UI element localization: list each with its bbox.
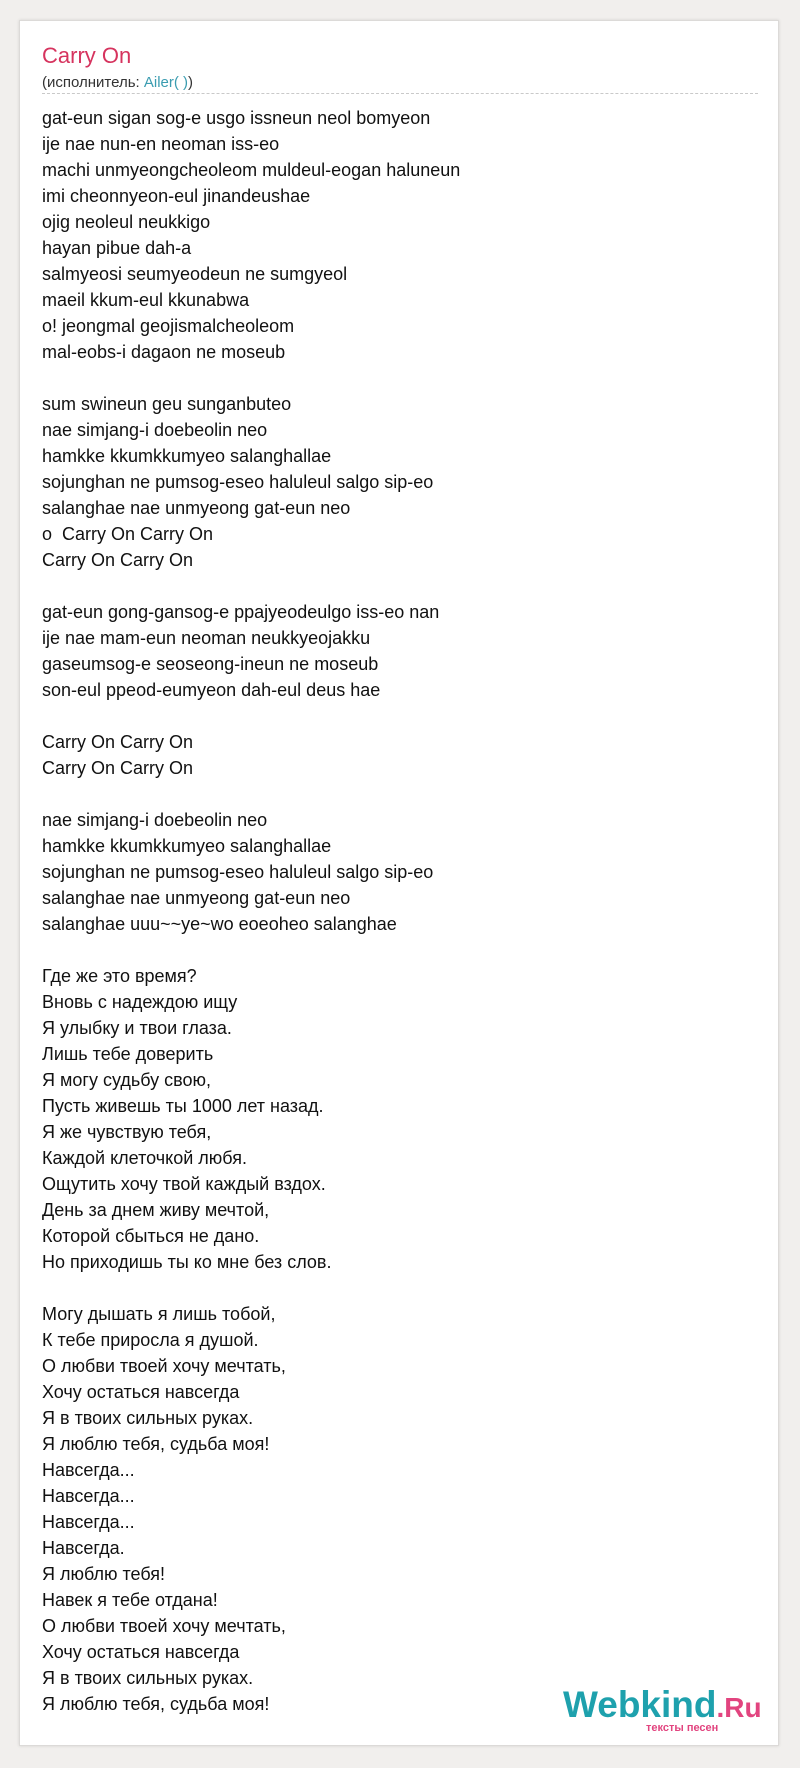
lyric-line: o! jeongmal geojismalcheoleom — [42, 316, 295, 336]
lyric-line: ije nae nun-en neoman iss-eo — [42, 134, 280, 154]
lyric-line: machi unmyeongcheoleom muldeul-eogan haluneun — [42, 160, 461, 180]
lyric-line: nae simjang-i doebeolin neo — [42, 810, 268, 830]
lyric-line: Ощутить хочу твой каждый вздох. — [42, 1174, 326, 1194]
lyrics-card — [19, 20, 779, 1746]
lyric-line: Вновь с надеждою ищу — [42, 992, 238, 1012]
lyric-line: o Carry On Carry On — [42, 524, 214, 544]
stanza-break — [42, 781, 460, 807]
lyric-line: salmyeosi seumyeodeun ne sumgyeol — [42, 264, 348, 284]
lyric-line: ije nae mam-eun neoman neukkyeojakku — [42, 628, 371, 648]
lyric-line: Лишь тебе доверить — [42, 1044, 214, 1064]
song-subtitle — [42, 74, 193, 92]
lyric-line: О любви твоей хочу мечтать, — [42, 1356, 286, 1376]
lyric-line: Хочу остаться навсегда — [42, 1642, 240, 1662]
lyric-line: К тебе приросла я душой. — [42, 1330, 259, 1350]
lyric-line: gaseumsog-e seoseong-ineun ne moseub — [42, 654, 379, 674]
lyric-line: Которой сбыться не дано. — [42, 1226, 260, 1246]
lyric-line: gat-eun sigan sog-e usgo issneun neol bomyeon — [42, 108, 431, 128]
lyric-line: Навсегда... — [42, 1460, 135, 1480]
lyric-line: sojunghan ne pumsog-eseo haluleul salgo sip-eo — [42, 472, 434, 492]
lyric-line: День за днем живу мечтой, — [42, 1200, 270, 1220]
artist-prefix: (исполнитель: — [42, 74, 144, 91]
stanza-break — [42, 703, 460, 729]
lyric-line: Где же это время? — [42, 966, 197, 986]
stanza-break — [42, 365, 460, 391]
lyric-line: Carry On Carry On — [42, 550, 194, 570]
lyric-line: hamkke kkumkkumyeo salanghallae — [42, 836, 332, 856]
lyric-line: Я в твоих сильных руках. — [42, 1668, 254, 1688]
stanza-break — [42, 1275, 460, 1301]
lyric-line: Я в твоих сильных руках. — [42, 1408, 254, 1428]
lyric-line: sum swineun geu sunganbuteo — [42, 394, 292, 414]
lyric-line: gat-eun gong-gansog-e ppajyeodeulgo iss-eo nan — [42, 602, 440, 622]
lyric-line: Могу дышать я лишь тобой, — [42, 1304, 276, 1324]
lyric-line: salanghae nae unmyeong gat-eun neo — [42, 888, 351, 908]
lyric-line: Навсегда... — [42, 1512, 135, 1532]
title-divider — [42, 93, 758, 94]
lyric-line: hamkke kkumkkumyeo salanghallae — [42, 446, 332, 466]
lyric-line: salanghae uuu~~ye~wo eoeoheo salanghae — [42, 914, 397, 934]
lyric-line: Я люблю тебя, судьба моя! — [42, 1694, 270, 1714]
stanza-break — [42, 573, 460, 599]
lyric-line: Хочу остаться навсегда — [42, 1382, 240, 1402]
lyric-line: Каждой клеточкой любя. — [42, 1148, 247, 1168]
lyric-line: son-eul ppeod-eumyeon dah-eul deus hae — [42, 680, 381, 700]
lyric-line: Навсегда. — [42, 1538, 125, 1558]
lyric-line: Навек я тебе отдана! — [42, 1590, 218, 1610]
lyric-line: Carry On Carry On — [42, 732, 194, 752]
artist-link[interactable]: Ailer( ) — [143, 74, 189, 91]
lyric-line: Пусть живешь ты 1000 лет назад. — [42, 1096, 324, 1116]
lyric-line: salanghae nae unmyeong gat-eun neo — [42, 498, 351, 518]
lyric-line: Я люблю тебя, судьба моя! — [42, 1434, 270, 1454]
logo-brand: Webkind — [563, 1684, 717, 1725]
lyric-line: sojunghan ne pumsog-eseo haluleul salgo sip-eo — [42, 862, 434, 882]
stanza-break — [42, 937, 460, 963]
artist-suffix: ) — [188, 74, 194, 91]
lyric-line: Но приходишь ты ко мне без слов. — [42, 1252, 332, 1272]
lyric-line: Carry On Carry On — [42, 758, 194, 778]
lyrics-text — [42, 105, 460, 1717]
lyric-line: Я могу судьбу свою, — [42, 1070, 212, 1090]
lyric-line: imi cheonnyeon-eul jinandeushae — [42, 186, 311, 206]
song-title: Carry On — [42, 43, 132, 68]
lyric-line: mal-eobs-i dagaon ne moseub — [42, 342, 286, 362]
lyric-line: nae simjang-i doebeolin neo — [42, 420, 268, 440]
lyric-line: ojig neoleul neukkigo — [42, 212, 211, 232]
lyric-line: Навсегда... — [42, 1486, 135, 1506]
logo-tagline: тексты песен — [646, 1722, 719, 1734]
lyric-line: hayan pibue dah-a — [42, 238, 192, 258]
lyric-line: Я улыбку и твои глаза. — [42, 1018, 232, 1038]
lyric-line: Я люблю тебя! — [42, 1564, 166, 1584]
logo-tld: .Ru — [716, 1692, 762, 1723]
lyric-line: О любви твоей хочу мечтать, — [42, 1616, 286, 1636]
lyric-line: Я же чувствую тебя, — [42, 1122, 212, 1142]
lyric-line: maeil kkum-eul kkunabwa — [42, 290, 250, 310]
